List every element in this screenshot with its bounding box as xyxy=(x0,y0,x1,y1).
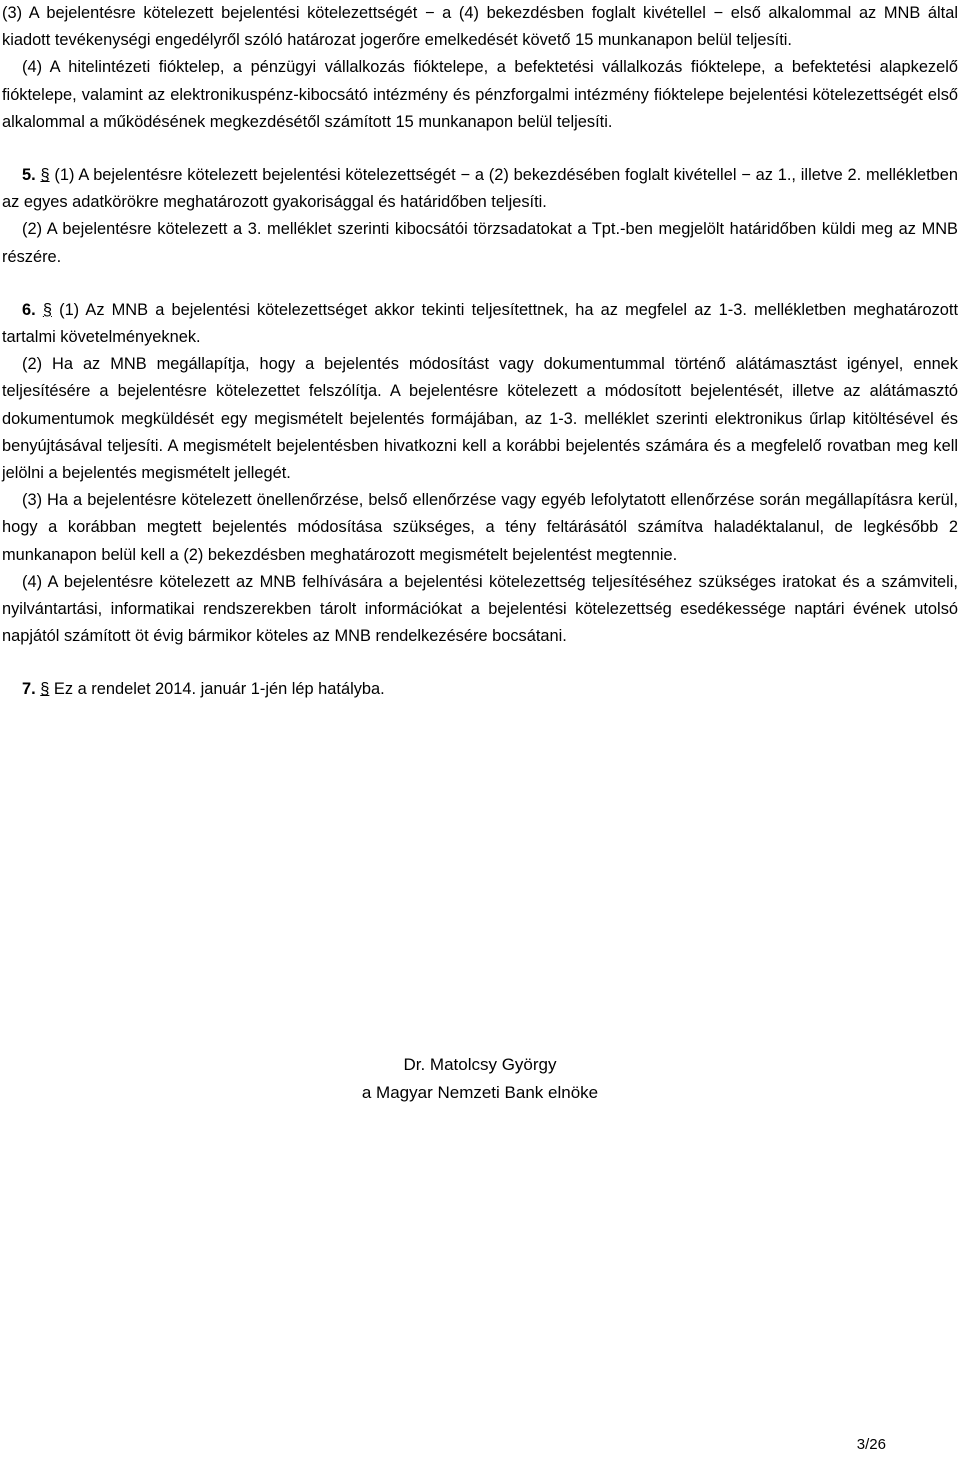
section-6-paragraph-1 xyxy=(2,297,958,351)
section-6-mark: § xyxy=(42,300,52,319)
paragraph-3: (3) A bejelentésre kötelezett bejelentési kötelezettségét − a (4) bekezdésben foglalt kivétellel − első alkalommal az MNB által kiadott tevékenységi engedélyről szóló határozat jogerőre emelkedését követő 15 munkanapon belül teljesíti. xyxy=(2,4,958,50)
section-7-text: Ez a rendelet 2014. január 1-jén lép hatályba. xyxy=(53,680,385,699)
section-5-mark: § xyxy=(40,166,50,185)
section-6-paragraph-4: (4) A bejelentésre kötelezett az MNB felhívására a bejelentési kötelezettség teljesítéséhez szükséges iratokat és a számviteli, nyilvántartási, informatikai rendszerekben tárolt információkat a bejelentési kötelezettség esedékessége naptári évének utolsó napjától számított öt évig bármikor köteles az MNB rendelkezésére bocsátani. xyxy=(2,572,958,646)
section-5-paragraph-2: (2) A bejelentésre kötelezett a 3. melléklet szerinti kibocsátói törzsadatokat a Tpt.-ben megjelölt határidőben küldi meg az MNB részére. xyxy=(2,220,958,266)
section-5-text-1: (1) A bejelentésre kötelezett bejelentési kötelezettségét − a (2) bekezdésében foglalt kivétellel − az 1., illetve 2. mellékletben az egyes adatkörökre meghatározott gyakorisággal és határidőben teljesíti. xyxy=(2,166,958,212)
section-6-paragraph-3: (3) Ha a bejelentésre kötelezett önellenőrzése, belső ellenőrzése vagy egyéb lefolytatott ellenőrzése során megállapításra kerül, hogy a korábban megtett bejelentés módosítása szükséges, a tény feltárásától számítva haladéktalanul, de legkésőbb 2 munkanapon belül kell a (2) bekezdésben meghatározott megismételt bejelentést megtennie. xyxy=(2,491,958,564)
section-5-number: 5. xyxy=(22,166,36,185)
section-6-paragraph-2: (2) Ha az MNB megállapítja, hogy a bejelentés módosítást vagy dokumentummal történő alátámasztást igényel, ennek teljesítésére a bejelentésre kötelezettet felszólítja. A bejelentésre kötelezett a módosított bejelentését, illetve az alátámasztó dokumentumok megküldését egy megismételt bejelentés formájában, az 1-3. melléklet szerinti elektronikus űrlap kitöltésével és benyújtásával teljesíti. A megismételt bejelentésben hivatkozni kell a korábbi bejelentés számára és a megfelelő rovatban meg kell jelölni a bejelentés megismételt jellegét. xyxy=(2,355,958,483)
section-7-mark: § xyxy=(40,680,50,699)
signature-block xyxy=(0,1051,960,1107)
section-6-number: 6. xyxy=(22,300,36,319)
section-7-paragraph xyxy=(2,676,958,703)
paragraph-4: (4) A hitelintézeti fióktelep, a pénzügyi vállalkozás fióktelepe, a befektetési vállalkozás fióktelepe, a befektetési alapkezelő fióktelepe, valamint az elektronikuspénz-kibocsátó intézmény és pénzforgalmi intézmény fióktelepe bejelentési kötelezettségét első alkalommal a működésének megkezdésétől számított 15 munkanapon belül teljesíti. xyxy=(2,58,958,131)
section-5-paragraph-1 xyxy=(2,162,958,216)
section-7-number: 7. xyxy=(22,680,36,699)
section-6-text-1: (1) Az MNB a bejelentési kötelezettséget akkor tekinti teljesítettnek, ha az megfelel az 1-3. mellékletben meghatározott tartalmi követelményeknek. xyxy=(2,300,959,347)
page-number: 3/26 xyxy=(856,1436,886,1453)
signatory-title: a Magyar Nemzeti Bank elnöke xyxy=(361,1083,599,1102)
document-body xyxy=(2,0,958,704)
signatory-name: Dr. Matolcsy György xyxy=(403,1055,557,1074)
